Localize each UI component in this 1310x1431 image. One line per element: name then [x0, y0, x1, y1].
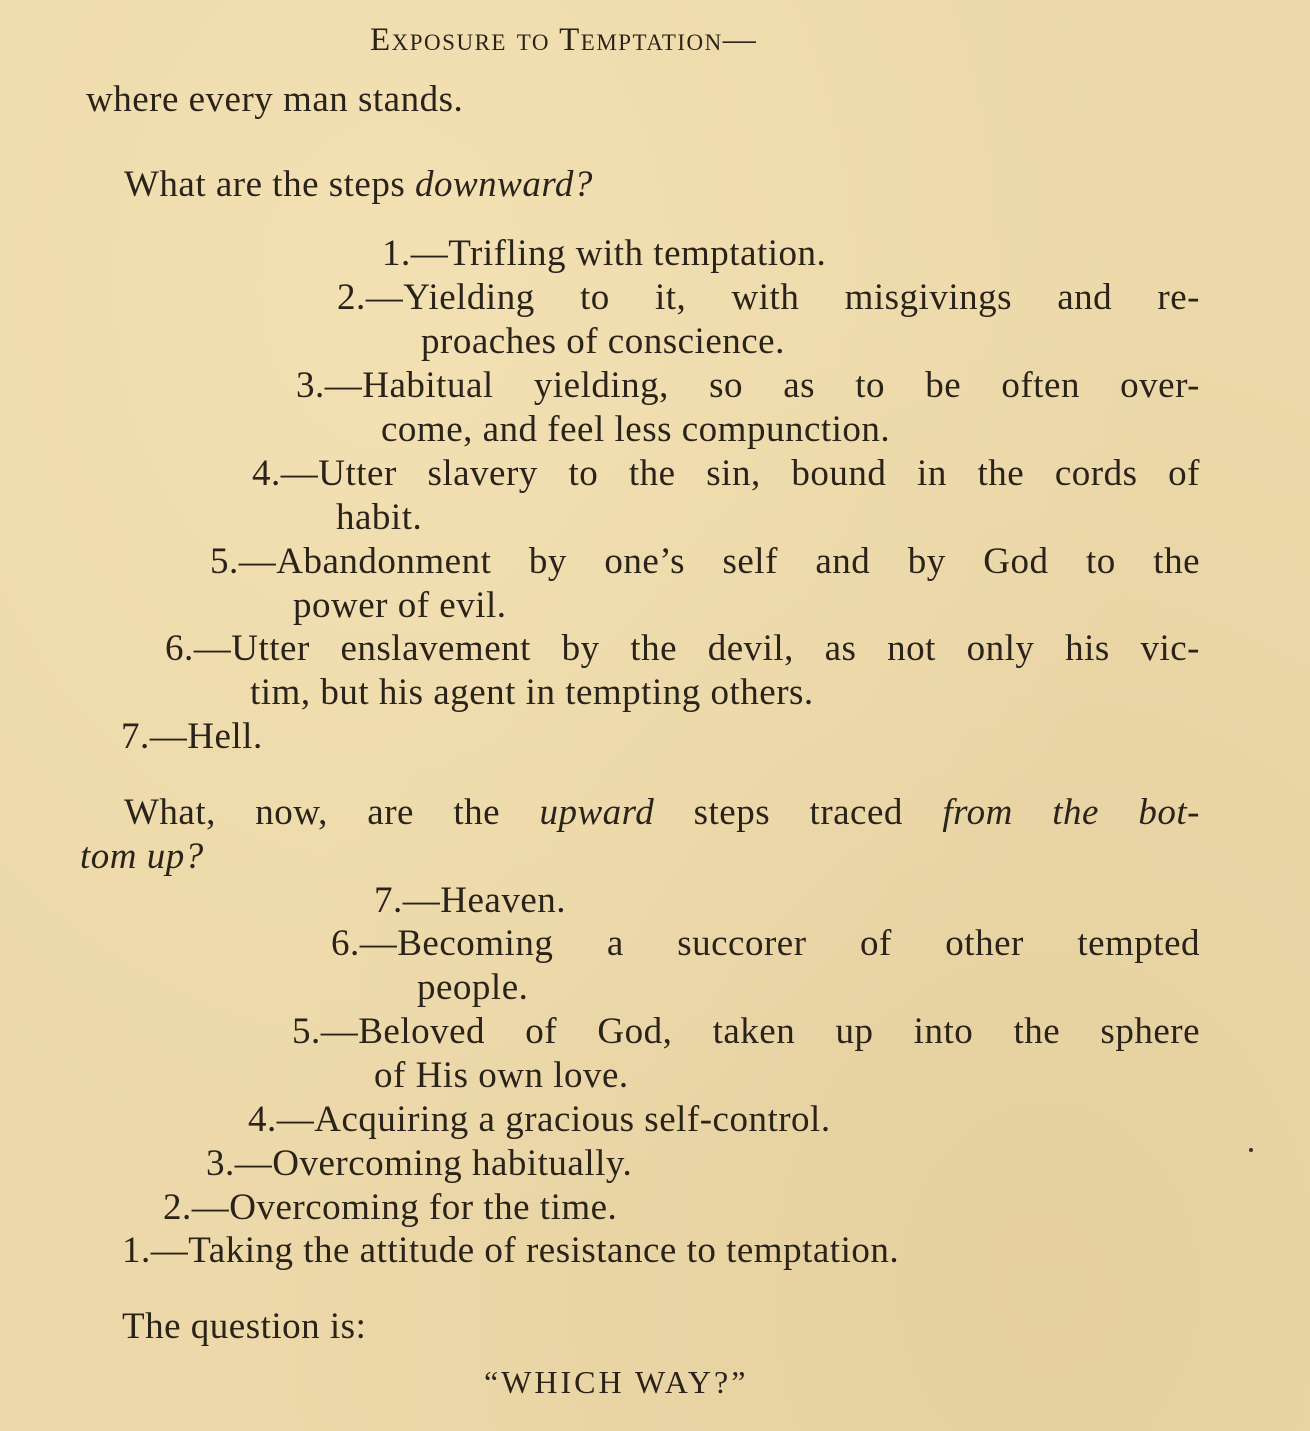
upward-question-italic-1: upward: [539, 792, 655, 833]
down-step-1: 1.—Trifling with temptation.: [382, 233, 827, 274]
running-header: Exposure to Temptation—: [370, 22, 758, 58]
down-step-3-cont: come, and feel less compunction.: [381, 409, 891, 450]
up-step-7: 7.—Heaven.: [374, 880, 566, 921]
up-step-5-cont: of His own love.: [374, 1055, 629, 1096]
down-step-3: 3.—Habitual yielding, so as to be often over-: [296, 365, 1200, 406]
upward-question-text-2: steps traced: [654, 792, 943, 833]
upward-question-cont: [80, 835, 204, 879]
upward-question: [124, 791, 1200, 835]
up-step-2: 2.—Overcoming for the time.: [163, 1187, 618, 1228]
down-step-5-cont: power of evil.: [293, 585, 507, 626]
up-step-3: 3.—Overcoming habitually.: [206, 1143, 633, 1184]
downward-question-text: What are the steps: [124, 164, 415, 205]
down-step-2: 2.—Yielding to it, with misgivings and re-: [337, 277, 1200, 318]
up-step-6-cont: people.: [417, 967, 529, 1008]
up-step-5: 5.—Beloved of God, taken up into the sphere: [292, 1011, 1200, 1052]
downward-question: [124, 163, 593, 207]
up-step-1: 1.—Taking the attitude of resistance to temptation.: [122, 1230, 900, 1271]
down-step-6-cont: tim, but his agent in tempting others.: [250, 672, 814, 713]
ink-speck: [1249, 1148, 1253, 1152]
down-step-2-cont: proaches of conscience.: [421, 321, 785, 362]
down-step-7: 7.—Hell.: [121, 716, 263, 757]
upward-question-text-1: What, now, are the: [124, 792, 540, 833]
down-step-6: 6.—Utter enslavement by the devil, as not only his vic-: [165, 628, 1200, 669]
down-step-4-cont: habit.: [336, 497, 423, 538]
up-step-4: 4.—Acquiring a gracious self-control.: [248, 1099, 831, 1140]
upward-question-italic-3: tom up?: [80, 836, 204, 877]
downward-question-italic: downward?: [415, 164, 593, 205]
down-step-5: 5.—Abandonment by one’s self and by God to the: [210, 541, 1200, 582]
down-step-4: 4.—Utter slavery to the sin, bound in the cords of: [252, 453, 1200, 494]
intro-line: where every man stands.: [86, 79, 464, 120]
upward-question-italic-2: from the bot-: [942, 792, 1200, 833]
up-step-6: 6.—Becoming a succorer of other tempted: [331, 923, 1200, 964]
closing-question: The question is:: [122, 1306, 367, 1347]
closing-answer: “WHICH WAY?”: [484, 1364, 749, 1400]
